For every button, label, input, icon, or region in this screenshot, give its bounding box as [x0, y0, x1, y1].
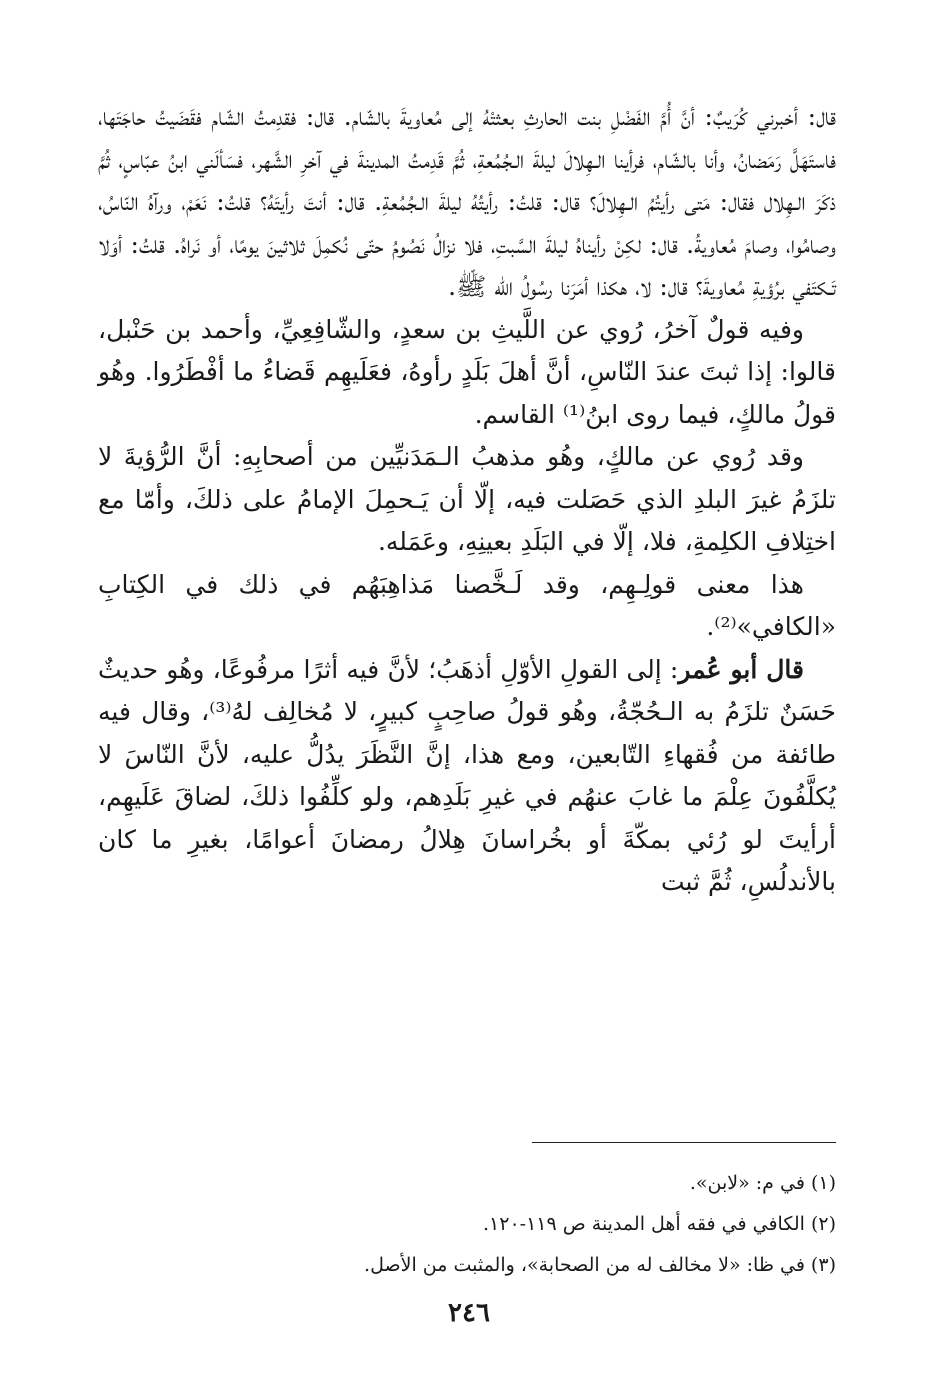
speaker-name: قال أبو عُمر — [678, 654, 804, 684]
paragraph-1 — [98, 96, 836, 309]
paragraph-1-text: قال: أخبرني كُرَيبٌ: أنَّ أُمَّ الفَضْلِ بنت الحارثِ بعثتْهُ إلى مُعاويةَ بالشّام. قال: فقدِمتُ الشّام فقَضَيتُ حاجَتَها، فاستَهَلَّ رَمَضانُ، وأنا بالشّام، فرأينا الـهِلالَ ليلةَ الـجُمُعةِ، ثُمَّ قَدِمتُ المدينةَ في آخرِ الشَّهر، فسَألَني ابنُ عبّاسٍ، ثُمَّ ذكَرَ الـهِلال فقال: مَتى رأيتُمُ الـهِلالَ؟ قال: قلتُ: رأيتُهُ ليلةَ الـجُمُعةِ. قال: أنتَ رأيتَهُ؟ قلتُ: نَعَمْ، ورآهُ النّاسُ، وصامُوا، وصامَ مُعاويةُ. قال: لكِنْ رأيناهُ ليلةَ السَّبتِ، فلا نزالُ نَصُومُ حتّى نُكمِلَ ثلاثينَ يومًا، أو نَراهُ. قلتُ: أوَلا تَـكتَفي برُؤيةِ مُعاويةَ؟ قال: لا، هكذا أمَرَنا رسُولُ الله ﷺ. — [98, 102, 836, 301]
paragraph-4-text: هذا معنى قولِـهِم، وقد لَـخَّصنا مَذاهِبَهُم في ذلك في الكِتابِ «الكافي»⁽²⁾. — [98, 569, 836, 641]
page-number: ٢٤٦ — [448, 1298, 490, 1328]
paragraph-2 — [98, 309, 836, 437]
paragraph-3-text: وقد رُوي عن مالكٍ، وهُو مذهبُ الـمَدَنيِّين من أصحابِهِ: أنَّ الرُّؤيةَ لا تلزَمُ غيرَ البلدِ الذي حَصَلت فيه، إلّا أن يَـحمِلَ الإمامُ على ذلكَ، وأمّا مع اختِلافِ الكلِمةِ، فلا، إلّا في البَلَدِ بعينِهِ، وعَمَله. — [98, 442, 836, 556]
footnote-1: (١) في م: «لابن». — [689, 1172, 836, 1194]
footnote-3: (٣) في ظا: «لا مخالف له من الصحابة»، والمثبت من الأصل. — [364, 1254, 836, 1276]
footnote-divider — [532, 1142, 836, 1143]
paragraph-5 — [98, 649, 836, 904]
main-text — [98, 96, 836, 904]
paragraph-2-text: وفيه قولٌ آخرُ، رُوي عن اللَّيثِ بن سعدٍ، والشّافِعِيِّ، وأحمد بن حَنْبل، قالوا: إذا ثبتَ عندَ النّاسِ، أنَّ أهلَ بَلَدٍ رأوهُ، فعَلَيهِم قَضاءُ ما أفْطَرُوا. وهُو قولُ مالكٍ، فيما روى ابنُ⁽¹⁾ القاسم. — [98, 314, 836, 429]
paragraph-4 — [98, 564, 836, 649]
footnote-2: (٢) الكافي في فقه أهل المدينة ص ١١٩-١٢٠. — [482, 1213, 836, 1235]
paragraph-5-text: : إلى القولِ الأوّلِ أذهَبُ؛ لأنَّ فيه أثرًا مرفُوعًا، وهُو حديثٌ حَسَنٌ تلزَمُ به الـحُجّةُ، وهُو قولُ صاحِبٍ كبيرٍ، لا مُخالِف لهُ⁽³⁾، وقال فيه طائفة من فُقهاءِ التّابعين، ومع هذا، إنَّ النَّظَرَ يدُلُّ عليه، لأنَّ النّاسَ لا يُكلَّفُونَ عِلْمَ ما غابَ عنهُم في غيرِ بَلَدِهم، ولو كلِّفُوا ذلكَ، لضاقَ عَلَيهِم، أرأيتَ لو رُئي بمكّةَ أو بخُراسانَ هِلالُ رمضانَ أعوامًا، بغيرِ ما كان بالأندلُسِ، ثُمَّ ثبت — [98, 654, 836, 896]
footnotes — [98, 1163, 836, 1286]
paragraph-3 — [98, 436, 836, 564]
